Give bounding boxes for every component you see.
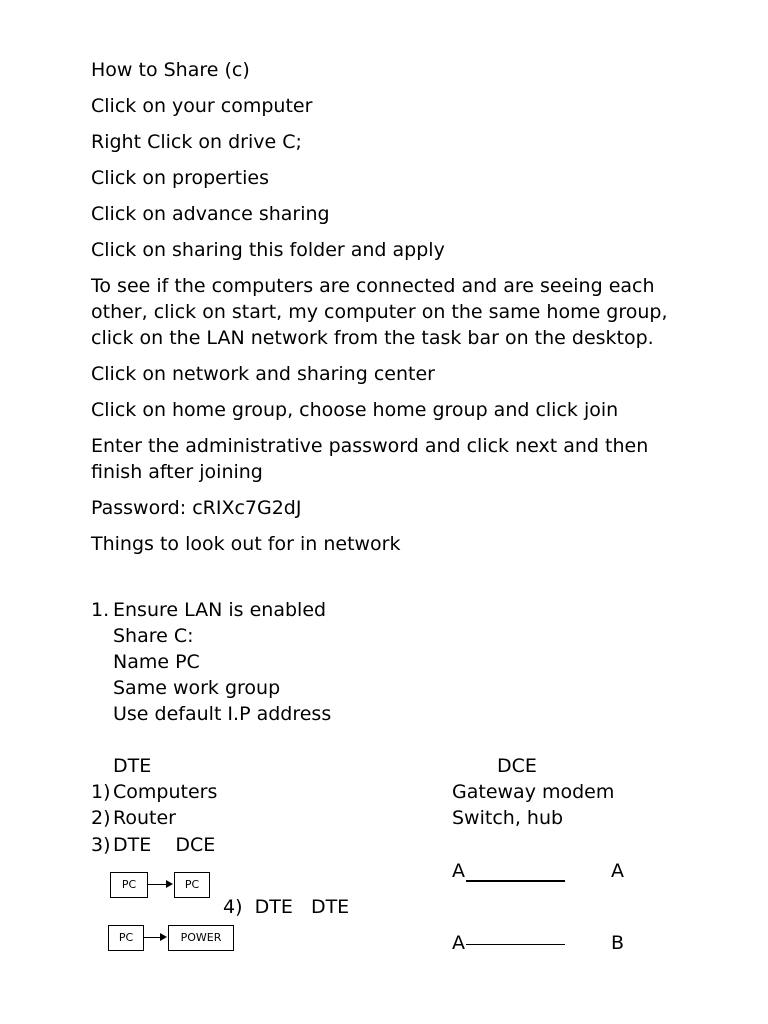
dte-header: DTE [113,755,152,777]
list-item: Share C: [113,625,194,647]
dte-item: Computers [113,781,218,803]
straight-cable-line [466,880,565,882]
step-network-center: Click on network and sharing center [91,363,435,385]
dte-dce-item: DTE DCE [113,834,216,856]
list-item: Same work group [113,677,281,699]
arrow-line [147,884,167,885]
list-item: Name PC [113,651,200,673]
pc-box: PC [174,872,210,898]
step-advance-sharing: Click on advance sharing [91,203,330,225]
arrow-right-icon [166,880,173,888]
row-number: 3) [91,834,111,856]
pc-box: PC [108,925,144,951]
password-line: Password: cRIXc7G2dJ [91,497,302,519]
dce-header: DCE [497,755,537,777]
list-item [91,597,331,623]
lookout-heading: Things to look out for in network [91,533,401,555]
step-click-computer: Click on your computer [91,95,313,117]
cable-end-label: A [452,932,465,954]
dte-item: Router [113,807,176,829]
pc-box: PC [110,872,148,898]
step-share-folder: Click on sharing this folder and apply [91,239,445,261]
row-number: 1) [91,781,111,803]
cable-end-label: A [452,860,465,882]
network-checklist [91,597,331,727]
step-admin-password: Enter the administrative password and click next and then finish after joining [91,435,649,483]
step-right-click-drive: Right Click on drive C; [91,131,302,153]
step-home-group: Click on home group, choose home group and click join [91,399,619,421]
title: How to Share (c) [91,59,250,81]
step-properties: Click on properties [91,167,269,189]
arrow-line [143,937,161,938]
cable-end-label: A [611,860,624,882]
list-item-text: Ensure LAN is enabled [113,599,327,621]
power-box: POWER [168,925,234,951]
dce-item: Switch, hub [452,807,564,829]
list-number: 1. [91,599,110,621]
cable-end-label: B [611,932,625,954]
row-number: 2) [91,807,111,829]
dce-item: Gateway modem [452,781,615,803]
arrow-right-icon [160,933,167,941]
crossover-cable-line [466,944,565,945]
connection-check-paragraph: To see if the computers are connected and are seeing each other, click on start, my computer on the same home group, click on the LAN network from the task bar on the desktop. [91,275,668,349]
list-item: Use default I.P address [113,703,332,725]
dte-dte-item: 4) DTE DTE [223,896,350,918]
document-body [91,57,691,567]
